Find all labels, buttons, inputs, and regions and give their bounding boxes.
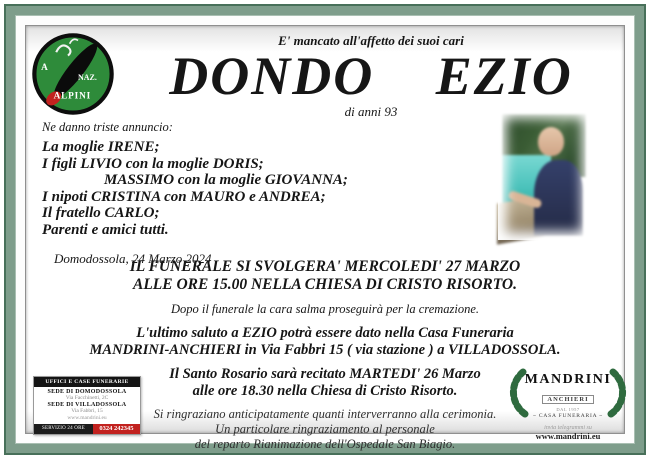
family-line: La moglie IRENE;: [42, 139, 160, 155]
thanks-line1: Si ringraziano anticipatamente quanti interverranno alla cerimonia.: [153, 407, 497, 421]
office-website: www.mandrini.eu: [67, 415, 107, 421]
brand-name: MANDRINI: [524, 372, 612, 387]
office-service-band: [34, 424, 140, 434]
rosary-line2: alle ore 18.30 nella Chiesa di Cristo Risorto.: [192, 383, 458, 399]
dateline: Domodossola, 24 Marzo 2024: [54, 251, 212, 266]
alpini-alpini-text: ALPINI: [53, 90, 92, 101]
alpini-logo-icon: [31, 32, 115, 116]
office-site1-title: SEDE DI DOMODOSSOLA: [47, 389, 127, 395]
intro-line: E' mancato all'affetto dei suoi cari: [278, 33, 464, 48]
header: [118, 26, 624, 120]
brand-subname: ANCHIERI: [542, 395, 593, 404]
brand-website: www.mandrini.eu: [535, 431, 601, 441]
alpini-letter-a: A: [41, 61, 48, 72]
phone-number: 0324 242345: [93, 424, 140, 434]
deceased-name: DONDO EZIO: [169, 46, 573, 106]
office-site1-address: Via Facchinetti, 2C: [65, 395, 109, 401]
family-announcement: [42, 120, 348, 267]
rosary-line1: Il Santo Rosario sarà recitato MARTEDI' 26 Marzo: [169, 366, 481, 382]
family-line: I figli LIVIO con la moglie DORIS;: [42, 155, 264, 172]
office-box-body: [34, 387, 140, 424]
frame-mat: [15, 15, 635, 451]
funeral-line2: ALLE ORE 15.00 NELLA CHIESA DI CRISTO RISORTO.: [132, 276, 518, 293]
age-line: di anni 93: [344, 104, 398, 119]
photo-scene: [502, 114, 586, 236]
office-info-box: [33, 376, 141, 435]
portrait-photo: [498, 110, 590, 240]
thanks-line3: del reparto Rianimazione dell'Ospedale San Biagio.: [194, 437, 456, 451]
office-box-header: UFFICI E CASE FUNERARIE: [34, 377, 140, 387]
brand-logo: [503, 368, 633, 441]
service-24h-label: SERVIZIO 24 ORE: [34, 424, 93, 434]
outer-frame: [4, 4, 646, 455]
brand-since: DAL 1957: [556, 407, 580, 412]
office-site2-address: Via Fabbri, 15: [71, 408, 103, 414]
alpini-naz-text: NAZ.: [78, 72, 97, 82]
photo-man-body: [534, 160, 583, 236]
photo-man-head: [538, 127, 564, 156]
funeral-announcement: [26, 258, 624, 294]
farewell-line2: MANDRINI-ANCHIERI in Via Fabbri 15 ( via stazione ) a VILLADOSSOLA.: [89, 342, 561, 358]
card-content: [25, 25, 625, 451]
family-line: Il fratello CARLO;: [42, 205, 160, 221]
funeral-line1: IL FUNERALE SI SVOLGERA' MERCOLEDI' 27 MARZO: [129, 258, 521, 275]
farewell-note: [26, 325, 624, 359]
brand-type: ~ CASA FUNERARIA ~: [532, 413, 603, 419]
family-line: MASSIMO con la moglie GIOVANNA;: [104, 172, 348, 188]
family-line: Parenti e amici tutti.: [42, 221, 169, 238]
farewell-line1: L'ultimo saluto a EZIO potrà essere dato nella Casa Funeraria: [136, 325, 514, 341]
laurel-wreath-icon: [503, 368, 633, 418]
cremation-note: Dopo il funerale la cara salma proseguirà per la cremazione.: [170, 302, 480, 316]
family-line: I nipoti CRISTINA con MAURO e ANDREA;: [42, 188, 326, 205]
announcement-lead: Ne danno triste annuncio:: [42, 120, 173, 134]
brand-telegram-note: invia telegrammi su: [544, 425, 592, 431]
thanks-line2: Un particolare ringraziamento al personale: [215, 422, 435, 436]
office-site2-title: SEDE DI VILLADOSSOLA: [47, 402, 127, 408]
